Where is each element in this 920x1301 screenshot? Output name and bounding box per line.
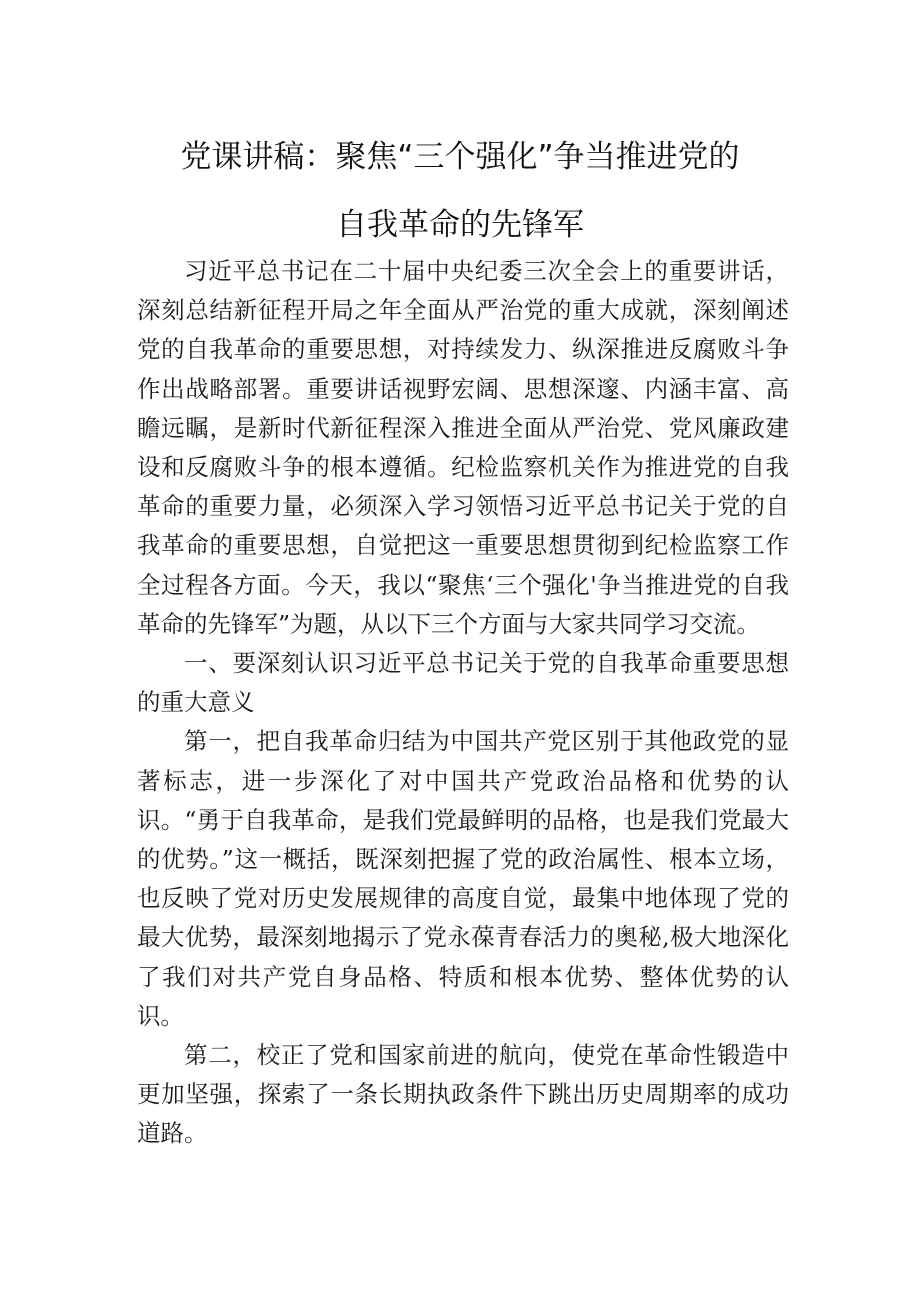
- paragraph-intro: 习近平总书记在二十届中央纪委三次全会上的重要讲话，深刻总结新征程开局之年全面从严治党的重大成就，深刻阐述党的自我革命的重要思想，对持续发力、纵深推进反腐败斗争作出战略部署。重要讲话视野宏阔、思想深邃、内涵丰富、高瞻远瞩，是新时代新征程深入推进全面从严治党、党风廉政建设和反腐败斗争的根本遵循。纪检监察机关作为推进党的自我革命的重要力量，必须深入学习领悟习近平总书记关于党的自我革命的重要思想，自觉把这一重要思想贯彻到纪检监察工作全过程各方面。今天，我以“聚焦‘三个强化'争当推进党的自我革命的先锋军”为题，从以下三个方面与大家共同学习交流。: [137, 257, 789, 638]
- document-title-line-2: 自我革命的先锋军: [336, 207, 584, 243]
- paragraph-first-point: 第一，把自我革命归结为中国共产党区别于其他政党的显著标志，进一步深化了对中国共产党政治品格和优势的认识。“勇于自我革命，是我们党最鲜明的品格，也是我们党最大的优势。”这一概括，既深刻把握了党的政治属性、根本立场，也反映了党对历史发展规律的高度自觉，最集中地体现了党的最大优势，最深刻地揭示了党永葆青春活力的奥秘,极大地深化了我们对共产党自身品格、特质和根本优势、整体优势的认识。: [137, 727, 789, 1030]
- document-title-line-1: 党课讲稿：聚焦“三个强化”争当推进党的: [180, 139, 740, 175]
- document-body: [137, 252, 789, 1154]
- section-heading-1: 一、要深刻认识习近平总书记关于党的自我革命重要思想的重大意义: [137, 649, 789, 717]
- paragraph-second-point: 第二，校正了党和国家前进的航向，使党在革命性锻造中更加坚强，探索了一条长期执政条件下跳出历史周期率的成功道路。: [137, 1041, 789, 1148]
